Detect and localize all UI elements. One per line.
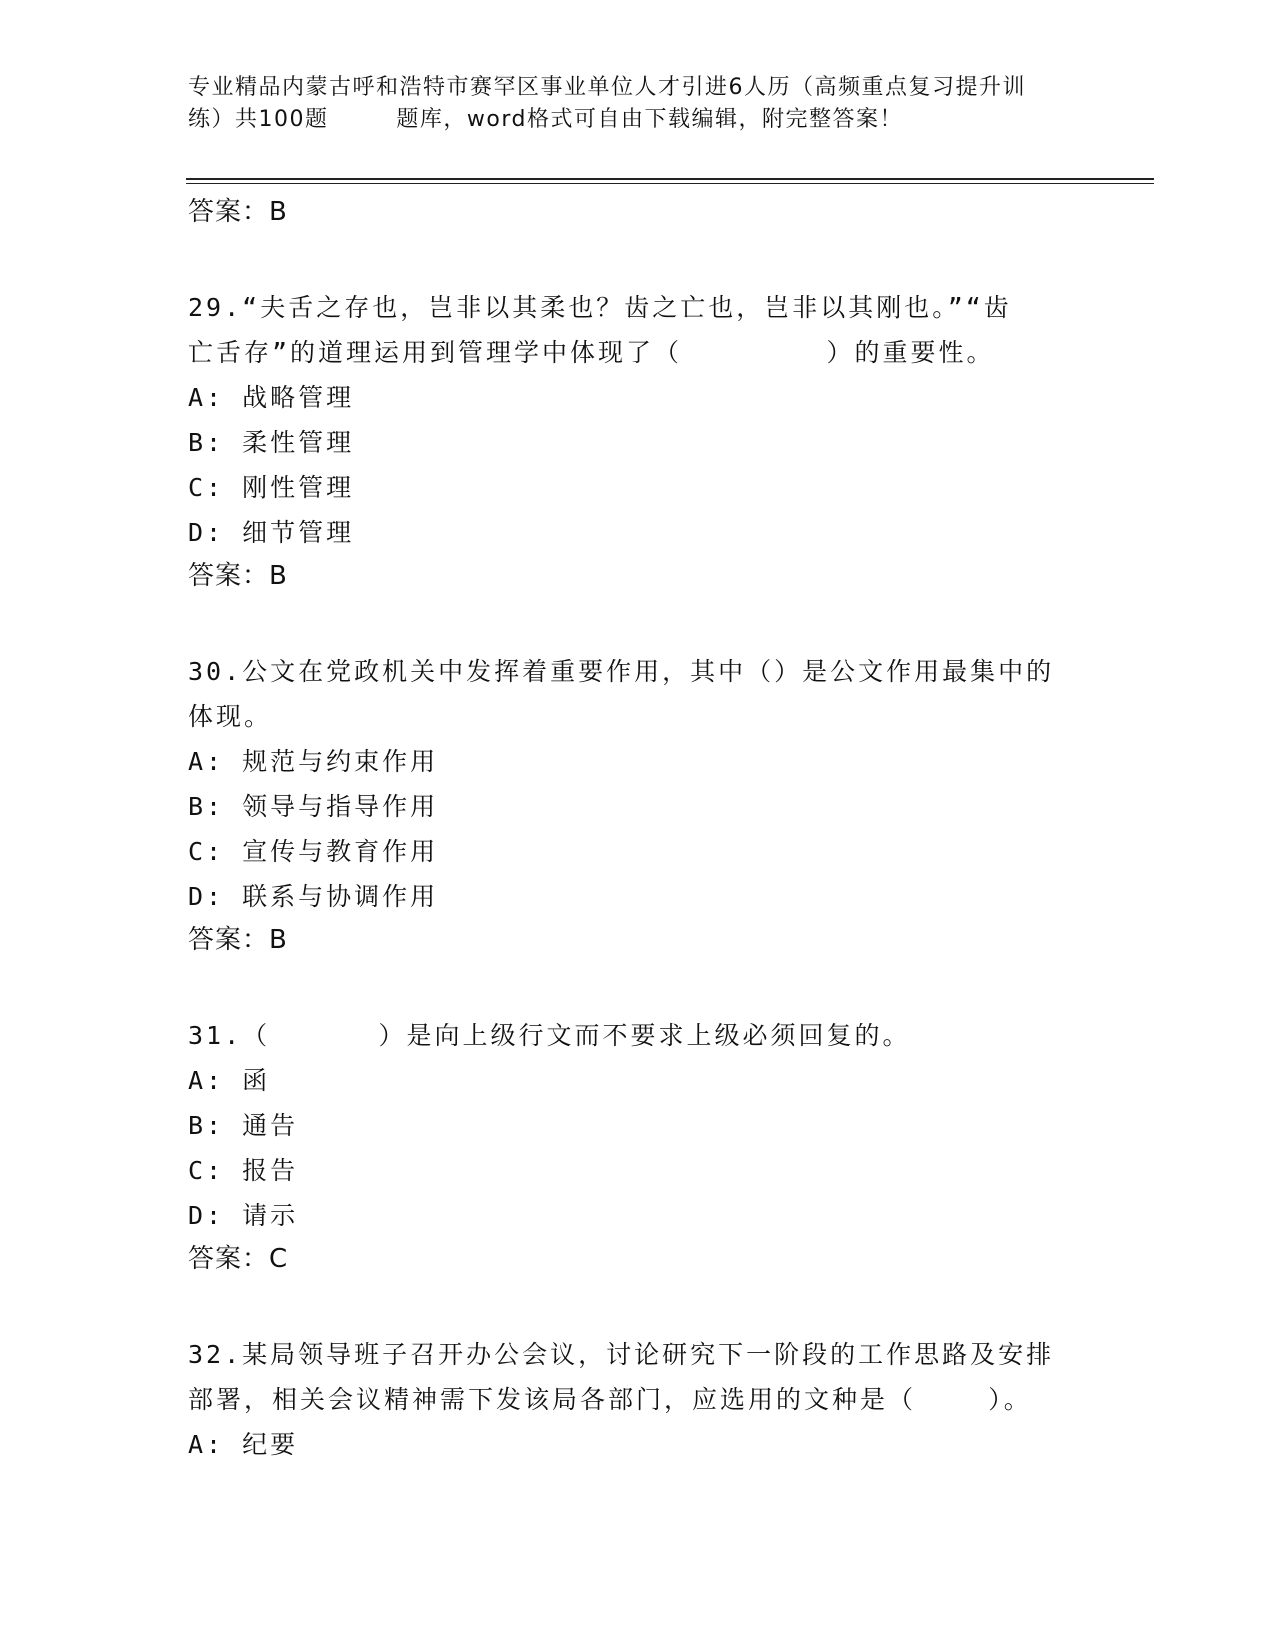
option-c: C: 报告 bbox=[188, 1156, 299, 1185]
question-29 bbox=[188, 285, 1088, 597]
page-header bbox=[188, 72, 1088, 136]
question-32 bbox=[188, 1332, 1088, 1467]
spacer bbox=[188, 961, 1088, 1013]
option-c: C: 刚性管理 bbox=[188, 473, 355, 502]
option-b: B: 领导与指导作用 bbox=[188, 792, 439, 821]
header-rule-thick bbox=[186, 178, 1154, 180]
question-content bbox=[188, 191, 1088, 1467]
spacer bbox=[188, 597, 1088, 649]
option-a: A: 规范与约束作用 bbox=[188, 747, 439, 776]
question-text-line: 32.某局领导班子召开办公会议，讨论研究下一阶段的工作思路及安排 bbox=[188, 1340, 1055, 1369]
answer: 答案：B bbox=[188, 925, 288, 955]
spacer bbox=[188, 233, 1088, 285]
question-text-line: 29.“夫舌之存也，岂非以其柔也？齿之亡也，岂非以其刚也。”“齿 bbox=[188, 293, 1012, 322]
option-a: A: 战略管理 bbox=[188, 383, 355, 412]
question-31 bbox=[188, 1013, 1088, 1280]
option-a: A: 函 bbox=[188, 1066, 271, 1095]
header-line-2: 练）共100题 题库，word格式可自由下载编辑，附完整答案！ bbox=[188, 107, 904, 132]
question-text-line: 31.（ ）是向上级行文而不要求上级必须回复的。 bbox=[188, 1021, 911, 1050]
question-text-line: 体现。 bbox=[188, 702, 273, 731]
option-d: D: 联系与协调作用 bbox=[188, 882, 439, 911]
spacer bbox=[188, 1280, 1088, 1332]
question-text-line: 部署，相关会议精神需下发该局各部门，应选用的文种是（ ）。 bbox=[188, 1385, 1032, 1414]
question-text-line: 30.公文在党政机关中发挥着重要作用，其中（）是公文作用最集中的 bbox=[188, 657, 1055, 686]
option-a: A: 纪要 bbox=[188, 1430, 299, 1459]
answer: 答案：B bbox=[188, 561, 288, 591]
option-d: D: 细节管理 bbox=[188, 518, 355, 547]
option-c: C: 宣传与教育作用 bbox=[188, 837, 439, 866]
header-line-1: 专业精品内蒙古呼和浩特市赛罕区事业单位人才引进6人历（高频重点复习提升训 bbox=[188, 75, 1026, 100]
option-b: B: 通告 bbox=[188, 1111, 299, 1140]
answer: 答案：C bbox=[188, 1244, 289, 1274]
header-rule-thin bbox=[186, 183, 1154, 184]
question-text-line: 亡舌存”的道理运用到管理学中体现了（ ）的重要性。 bbox=[188, 338, 995, 367]
question-30 bbox=[188, 649, 1088, 961]
option-d: D: 请示 bbox=[188, 1201, 299, 1230]
option-b: B: 柔性管理 bbox=[188, 428, 355, 457]
previous-answer: 答案：B bbox=[188, 197, 288, 227]
